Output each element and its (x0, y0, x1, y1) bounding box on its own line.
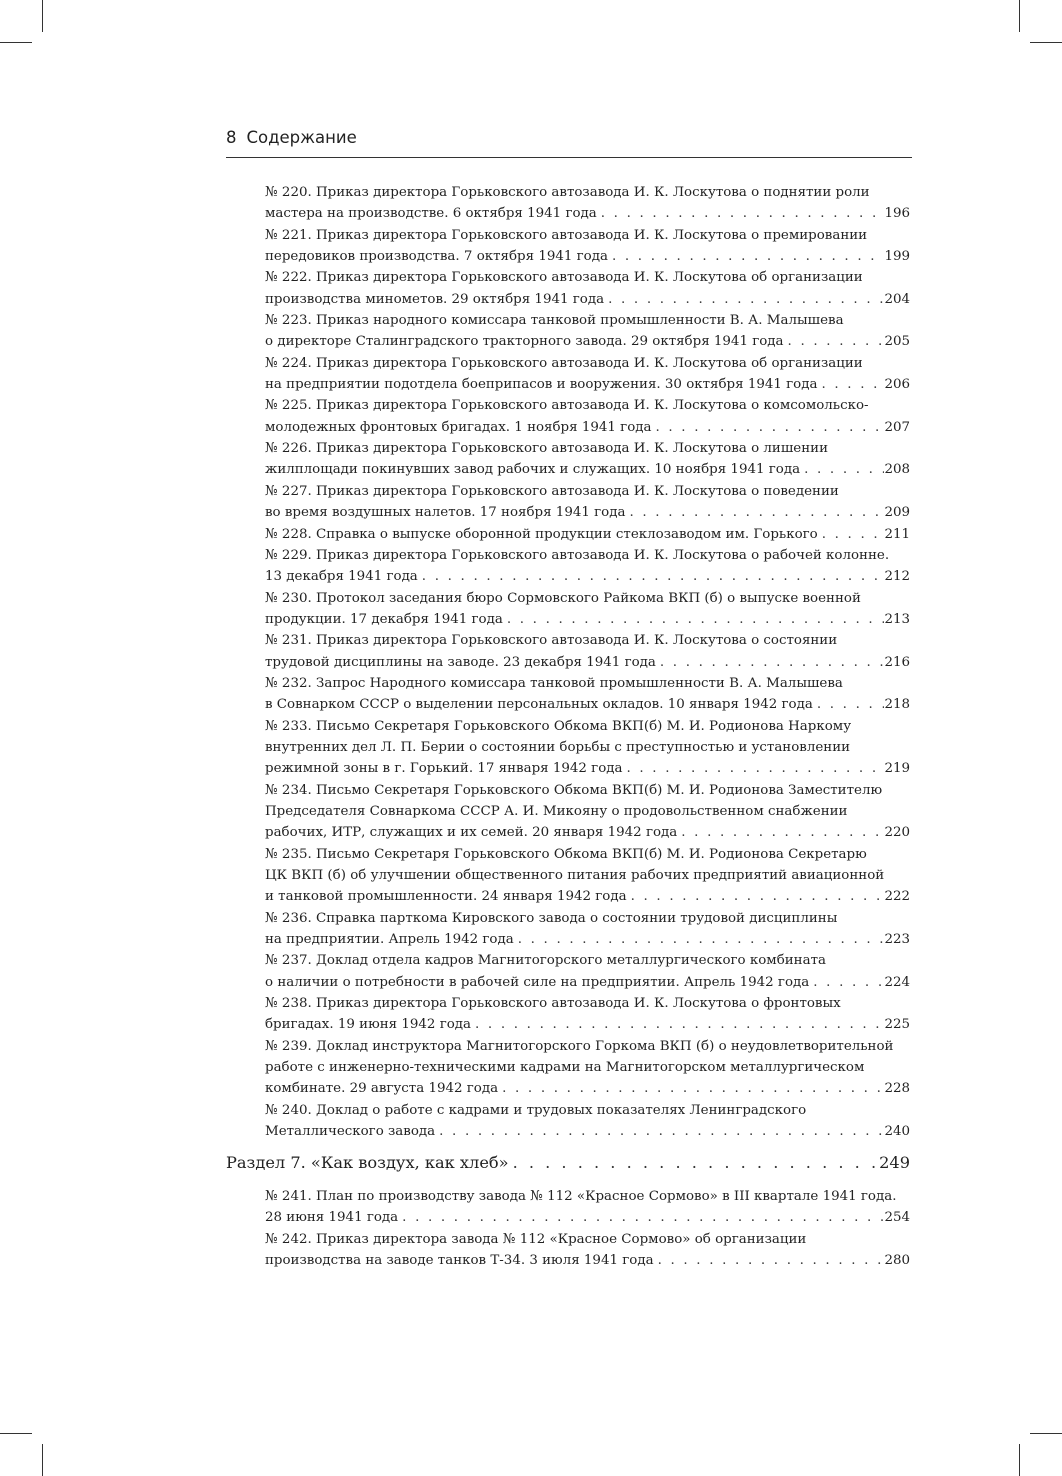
toc-entry-line: № 242. Приказ директора завода № 112 «Красное Сормово» об организации (265, 1231, 807, 1247)
dot-leader (435, 1121, 884, 1142)
crop-mark (1019, 0, 1020, 32)
dot-leader (813, 694, 885, 715)
dot-leader (514, 929, 885, 950)
toc-entry-line: во время воздушных налетов. 17 ноября 1941 года (265, 505, 626, 521)
dot-leader (622, 758, 884, 779)
toc-page-number: 211 (884, 526, 910, 542)
toc-entry-line: ЦК ВКП (б) об улучшении общественного питания рабочих предприятий авиационной (265, 868, 885, 883)
toc-entry-line: № 238. Приказ директора Горьковского автозавода И. К. Лоскутова о фронтовых (265, 996, 841, 1012)
toc-entry[interactable] (265, 716, 910, 780)
dot-leader (651, 417, 884, 438)
toc-entry-line: № 241. План по производству завода № 112 «Красное Сормово» в III квартале 1941 года. (265, 1189, 897, 1204)
toc-entry-line: на предприятии. Апрель 1942 года (265, 932, 514, 948)
toc-list (265, 182, 910, 1142)
toc-entry-line: № 222. Приказ директора Горьковского автозавода И. К. Лоскутова об организации (265, 270, 863, 286)
toc-entry-line: № 234. Письмо Секретаря Горьковского Обкома ВКП(б) М. И. Родионова Заместителю (265, 782, 883, 798)
dot-leader (604, 289, 884, 310)
toc-entry[interactable] (265, 1036, 910, 1100)
dot-leader (503, 609, 885, 630)
toc-section-list (265, 1186, 910, 1271)
toc-entry-line: № 240. Доклад о работе с кадрами и трудовых показателях Ленинградского (265, 1102, 807, 1118)
dot-leader (654, 1250, 885, 1271)
toc-entry[interactable] (265, 481, 910, 524)
dot-leader (818, 524, 885, 545)
dot-leader (509, 1150, 880, 1176)
toc-entry[interactable] (265, 524, 910, 545)
toc-entry[interactable] (265, 545, 910, 588)
toc-entry[interactable] (265, 844, 910, 908)
toc-entry-line: № 220. Приказ директора Горьковского автозавода И. К. Лоскутова о поднятии роли (265, 185, 870, 200)
toc-entry-line: мастера на производстве. 6 октября 1941 года (265, 206, 597, 222)
toc-entry[interactable] (265, 588, 910, 631)
toc-entry-line: и танковой промышленности. 24 января 1942 года (265, 889, 627, 905)
toc-entry[interactable] (265, 267, 910, 310)
toc-entry[interactable] (265, 780, 910, 844)
toc-entry-line: на предприятии подотдела боеприпасов и вооружения. 30 октября 1941 года (265, 377, 818, 393)
toc-entry[interactable] (265, 310, 910, 353)
dot-leader (498, 1078, 884, 1099)
toc-page-number: 204 (884, 291, 910, 307)
toc-page-number: 206 (884, 377, 910, 393)
toc-page-number: 212 (884, 569, 910, 585)
running-header (226, 128, 912, 158)
toc-entry[interactable] (265, 395, 910, 438)
dot-leader (418, 566, 885, 587)
toc-entry-line: о директоре Сталинградского тракторного завода. 29 октября 1941 года (265, 334, 784, 350)
crop-mark (1030, 1433, 1062, 1434)
toc-entry-line: № 225. Приказ директора Горьковского автозавода И. К. Лоскутова о комсомольско- (265, 398, 869, 414)
toc-entry-line: Председателя Совнаркома СССР А. И. Микояну о продовольственном снабжении (265, 803, 848, 819)
toc-entry-line: режимной зоны в г. Горький. 17 января 1942 года (265, 761, 623, 777)
toc-section-heading[interactable] (226, 1150, 910, 1176)
toc-entry[interactable] (265, 1186, 910, 1229)
toc-entry[interactable] (265, 1229, 910, 1272)
toc-page-number: 196 (884, 206, 910, 222)
toc-page-number: 220 (884, 825, 910, 841)
toc-entry[interactable] (265, 182, 910, 225)
dot-leader (656, 652, 885, 673)
toc-entry-line: № 224. Приказ директора Горьковского автозавода И. К. Лоскутова об организации (265, 355, 863, 371)
toc-page-number: 199 (884, 249, 910, 265)
toc-entry-line: № 226. Приказ директора Горьковского автозавода И. К. Лоскутова о лишении (265, 441, 828, 457)
toc-entry-line: № 223. Приказ народного комиссара танковой промышленности В. А. Малышева (265, 313, 844, 329)
dot-leader (597, 203, 885, 224)
toc-entry-line: производства на заводе танков Т-34. 3 июля 1941 года (265, 1253, 654, 1269)
toc-entry[interactable] (265, 908, 910, 951)
toc-entry-line: бригадах. 19 июня 1942 года (265, 1017, 471, 1033)
toc-entry[interactable] (265, 673, 910, 716)
dot-leader (471, 1014, 884, 1035)
toc-entry-line: трудовой дисциплины на заводе. 23 декабря 1941 года (265, 654, 656, 670)
toc-page-number: 213 (884, 611, 910, 627)
toc-entry-line: молодежных фронтовых бригадах. 1 ноября 1941 года (265, 419, 652, 435)
page-number: 8 (226, 128, 237, 147)
toc-page-number: 207 (884, 419, 910, 435)
toc-page-number: 218 (884, 697, 910, 713)
toc-page-number: 280 (884, 1253, 910, 1269)
toc-entry-line: в Совнарком СССР о выделении персональных окладов. 10 января 1942 года (265, 697, 813, 713)
toc-entry-line: № 232. Запрос Народного комиссара танковой промышленности В. А. Малышева (265, 675, 843, 691)
toc-page-number: 240 (884, 1124, 910, 1140)
toc-entry-line: № 228. Справка о выпуске оборонной продукции стеклозаводом им. Горького (265, 526, 818, 542)
toc-entry-line: производства минометов. 29 октября 1941 года (265, 291, 605, 307)
toc-entry-line: № 235. Письмо Секретаря Горьковского Обкома ВКП(б) М. И. Родионова Секретарю (265, 846, 867, 862)
toc-page-number: 208 (884, 462, 910, 478)
toc-page-number: 223 (884, 932, 910, 948)
toc-entry-line: продукции. 17 декабря 1941 года (265, 611, 503, 627)
crop-mark (0, 1433, 32, 1434)
dot-leader (625, 502, 884, 523)
toc-entry-line: 13 декабря 1941 года (265, 569, 418, 585)
crop-mark (42, 0, 43, 32)
dot-leader (784, 331, 885, 352)
toc-entry-line: передовиков производства. 7 октября 1941 года (265, 249, 608, 265)
dot-leader (627, 886, 885, 907)
toc-entry[interactable] (265, 438, 910, 481)
toc-entry-line: № 231. Приказ директора Горьковского автозавода И. К. Лоскутова о состоянии (265, 633, 838, 649)
toc-page-number: 219 (884, 761, 910, 777)
toc-entry[interactable] (265, 993, 910, 1036)
crop-mark (42, 1444, 43, 1476)
toc-entry-line: № 237. Доклад отдела кадров Магнитогорского металлургического комбината (265, 953, 826, 969)
toc-entry-line: работе с инженерно-техническими кадрами на Магнитогорском металлургическом (265, 1060, 865, 1076)
toc-entry[interactable] (265, 1100, 910, 1143)
dot-leader (398, 1207, 884, 1228)
toc-entry-line: Металлического завода (265, 1124, 436, 1140)
toc-entry-line: рабочих, ИТР, служащих и их семей. 20 января 1942 года (265, 825, 678, 841)
toc-entry-line: № 239. Доклад инструктора Магнитогорского Горкома ВКП (б) о неудовлетворительной (265, 1038, 894, 1054)
dot-leader (608, 246, 884, 267)
toc-page-number: 209 (884, 505, 910, 521)
toc-entry-line: № 229. Приказ директора Горьковского автозавода И. К. Лоскутова о рабочей колонне. (265, 547, 890, 563)
toc-page-number: 254 (884, 1210, 910, 1226)
crop-mark (1030, 42, 1062, 43)
crop-mark (1019, 1444, 1020, 1476)
toc-entry[interactable] (265, 353, 910, 396)
section-page: 249 (879, 1153, 910, 1172)
toc-page-number: 228 (884, 1081, 910, 1097)
page-title: Содержание (246, 128, 357, 147)
toc-entry-line: № 236. Справка парткома Кировского завода о состоянии трудовой дисциплины (265, 910, 838, 926)
dot-leader (677, 822, 884, 843)
toc-entry-line: № 230. Протокол заседания бюро Сормовского Райкома ВКП (б) о выпуске военной (265, 590, 861, 606)
toc-entry-line: № 221. Приказ директора Горьковского автозавода И. К. Лоскутова о премировании (265, 227, 868, 243)
toc-page-number: 225 (884, 1017, 910, 1033)
toc-entry-line: о наличии о потребности в рабочей силе на предприятии. Апрель 1942 года (265, 974, 810, 990)
dot-leader (809, 972, 884, 993)
toc-entry-line: № 227. Приказ директора Горьковского автозавода И. К. Лоскутова о поведении (265, 483, 839, 499)
dot-leader (817, 374, 884, 395)
toc-entry-line: 28 июня 1941 года (265, 1210, 399, 1226)
toc-page-number: 222 (884, 889, 910, 905)
toc-entry-line: внутренних дел Л. П. Берии о состоянии борьбы с преступностью и установлении (265, 739, 851, 755)
toc-entry[interactable] (265, 225, 910, 268)
toc-entry[interactable] (265, 630, 910, 673)
toc-page-number: 216 (884, 654, 910, 670)
crop-mark (0, 42, 32, 43)
section-title: Раздел 7. «Как воздух, как хлеб» (226, 1153, 509, 1172)
toc-page-number: 224 (884, 974, 910, 990)
toc-entry[interactable] (265, 950, 910, 993)
toc-page-number: 205 (884, 334, 910, 350)
dot-leader (800, 459, 884, 480)
toc-entry-line: жилплощади покинувших завод рабочих и служащих. 10 ноября 1941 года (265, 462, 801, 478)
toc-entry-line: комбинате. 29 августа 1942 года (265, 1081, 499, 1097)
toc-entry-line: № 233. Письмо Секретаря Горьковского Обкома ВКП(б) М. И. Родионова Наркому (265, 718, 852, 734)
